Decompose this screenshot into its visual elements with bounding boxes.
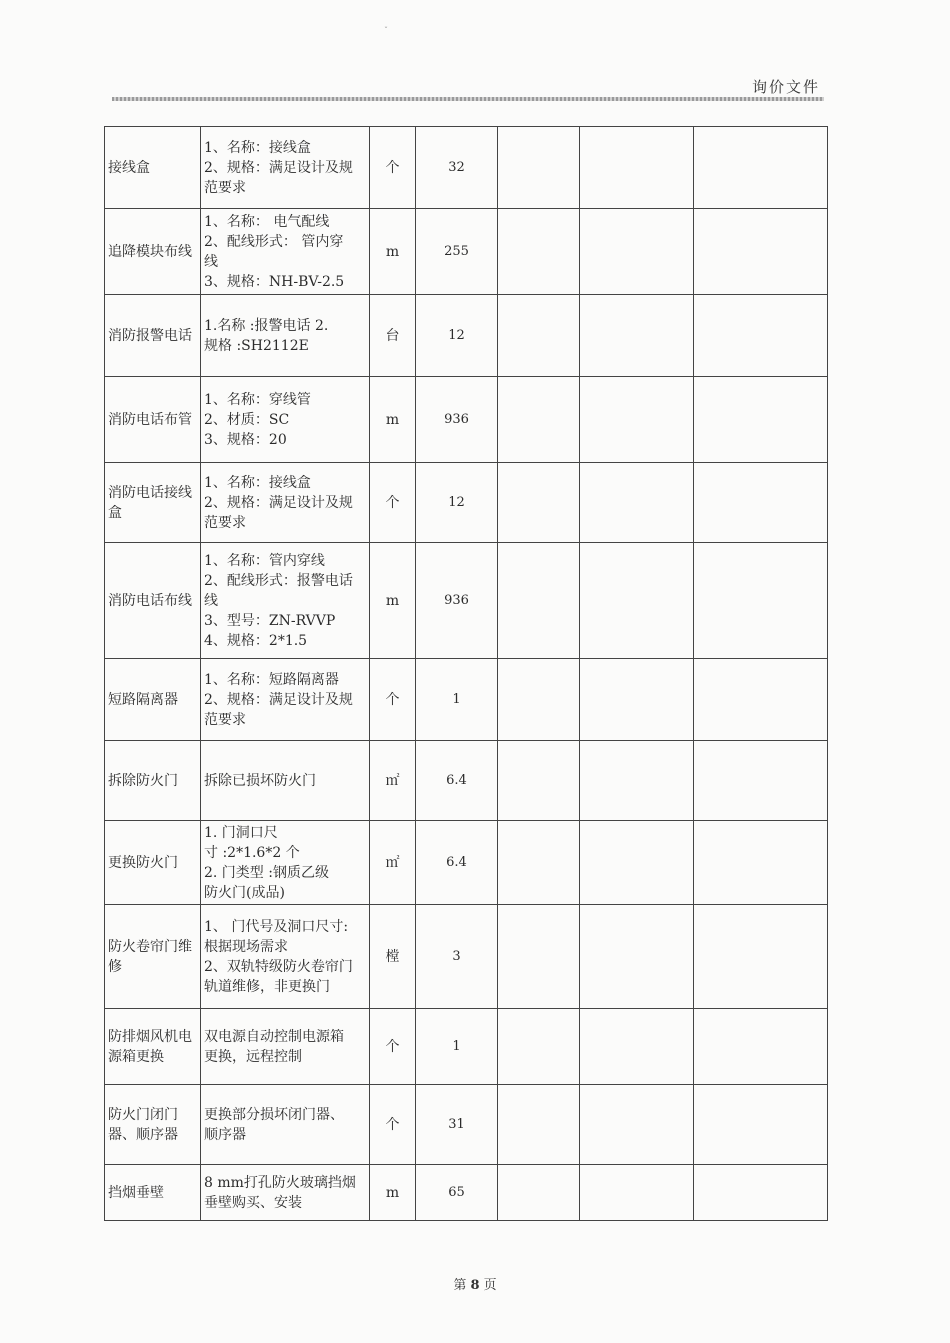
spec-line: 范要求 [204, 179, 246, 196]
table-row [105, 377, 828, 463]
spec-line: 双电源自动控制电源箱 [204, 1028, 344, 1045]
table-row [105, 127, 828, 209]
remarks-cell [694, 377, 828, 463]
table-row [105, 209, 828, 295]
item-unit-cell: 个 [370, 463, 416, 543]
spec-line: 轨道维修，非更换门 [204, 978, 330, 995]
unit-price-cell [498, 127, 580, 209]
spec-line: 1、名称： 电气配线 [204, 213, 330, 230]
spec-line: 线 [204, 592, 218, 609]
unit-price-cell [498, 463, 580, 543]
unit-price-cell [498, 543, 580, 659]
item-name-cell: 消防电话布线 [105, 543, 201, 659]
remarks-cell [694, 1085, 828, 1165]
document-header-title: 询价文件 [751, 78, 820, 96]
spec-line: 1、名称：短路隔离器 [204, 671, 339, 688]
item-quantity-cell: 936 [416, 543, 498, 659]
remarks-cell [694, 1165, 828, 1221]
total-price-cell [580, 209, 694, 295]
item-quantity-cell: 6.4 [416, 741, 498, 821]
item-name-cell: 消防电话布管 [105, 377, 201, 463]
item-name-cell: 消防报警电话 [105, 295, 201, 377]
item-spec-cell [201, 1009, 370, 1085]
item-spec-cell [201, 821, 370, 905]
total-price-cell [580, 463, 694, 543]
remarks-cell [694, 659, 828, 741]
item-unit-cell: 个 [370, 1085, 416, 1165]
item-spec-cell [201, 543, 370, 659]
item-spec-cell [201, 127, 370, 209]
spec-line: 2、双轨特级防火卷帘门 [204, 958, 353, 975]
spec-line: 3、型号：ZN-RVVP [204, 612, 336, 629]
spec-line: 1、名称：穿线管 [204, 391, 311, 408]
total-price-cell [580, 377, 694, 463]
spec-line: 3、规格：20 [204, 431, 287, 448]
spec-line: 1、名称：接线盒 [204, 474, 311, 491]
item-quantity-cell: 31 [416, 1085, 498, 1165]
spec-line: 2、规格：满足设计及规 [204, 494, 353, 511]
total-price-cell [580, 127, 694, 209]
table-row [105, 463, 828, 543]
item-quantity-cell: 65 [416, 1165, 498, 1221]
table-row [105, 741, 828, 821]
table-row [105, 1085, 828, 1165]
item-quantity-cell: 6.4 [416, 821, 498, 905]
spec-line: 更换部分损坏闭门器、 [204, 1106, 344, 1123]
spec-line: 1、 门代号及洞口尺寸: [204, 918, 349, 935]
spec-line: 2、规格：满足设计及规 [204, 159, 353, 176]
remarks-cell [694, 905, 828, 1009]
remarks-cell [694, 127, 828, 209]
remarks-cell [694, 821, 828, 905]
total-price-cell [580, 905, 694, 1009]
item-name-cell: 防火卷帘门维修 [105, 905, 201, 1009]
total-price-cell [580, 741, 694, 821]
unit-price-cell [498, 295, 580, 377]
unit-price-cell [498, 377, 580, 463]
table-row [105, 821, 828, 905]
item-quantity-cell: 12 [416, 295, 498, 377]
page-number-prefix: 第 [453, 1278, 467, 1293]
spec-line: 范要求 [204, 514, 246, 531]
item-spec-cell [201, 1165, 370, 1221]
unit-price-cell [498, 1009, 580, 1085]
spec-line: 顺序器 [204, 1126, 246, 1143]
remarks-cell [694, 463, 828, 543]
item-name-cell: 拆除防火门 [105, 741, 201, 821]
item-spec-cell [201, 295, 370, 377]
item-name-cell: 防火门闭门器、顺序器 [105, 1085, 201, 1165]
item-unit-cell: ㎡ [370, 821, 416, 905]
quotation-table [104, 126, 828, 1221]
remarks-cell [694, 295, 828, 377]
spec-line: 垂壁购买、安装 [204, 1194, 302, 1211]
total-price-cell [580, 1085, 694, 1165]
spec-line: 1. 门洞口尺 [204, 824, 278, 841]
spec-line: 2. 门类型 :钢质乙级 [204, 864, 329, 881]
spec-line: 寸 :2*1.6*2 个 [204, 844, 300, 861]
total-price-cell [580, 1165, 694, 1221]
page-number [0, 1274, 950, 1293]
spec-line: 2、材质：SC [204, 411, 290, 428]
spec-line: 线 [204, 253, 218, 270]
unit-price-cell [498, 659, 580, 741]
spec-line: 1、名称：接线盒 [204, 139, 311, 156]
item-unit-cell: 个 [370, 127, 416, 209]
spec-line: 拆除已损坏防火门 [204, 772, 316, 789]
remarks-cell [694, 1009, 828, 1085]
item-quantity-cell: 12 [416, 463, 498, 543]
total-price-cell [580, 543, 694, 659]
spec-line: 1、名称：管内穿线 [204, 552, 325, 569]
item-name-cell: 防排烟风机电源箱更换 [105, 1009, 201, 1085]
unit-price-cell [498, 209, 580, 295]
table-row [105, 1165, 828, 1221]
item-unit-cell: m [370, 543, 416, 659]
unit-price-cell [498, 821, 580, 905]
unit-price-cell [498, 1085, 580, 1165]
remarks-cell [694, 209, 828, 295]
unit-price-cell [498, 741, 580, 821]
item-spec-cell [201, 1085, 370, 1165]
spec-line: 4、规格：2*1.5 [204, 632, 308, 649]
item-unit-cell: 台 [370, 295, 416, 377]
item-unit-cell: ㎡ [370, 741, 416, 821]
item-unit-cell: 个 [370, 659, 416, 741]
scan-mark: ˇ [384, 26, 388, 35]
total-price-cell [580, 659, 694, 741]
item-quantity-cell: 3 [416, 905, 498, 1009]
item-spec-cell [201, 741, 370, 821]
spec-line: 防火门(成品) [204, 884, 285, 901]
item-spec-cell [201, 209, 370, 295]
table-row [105, 295, 828, 377]
spec-line: 8 mm打孔防火玻璃挡烟 [204, 1174, 356, 1191]
item-unit-cell: m [370, 377, 416, 463]
item-spec-cell [201, 463, 370, 543]
spec-line: 2、配线形式：报警电话 [204, 572, 353, 589]
unit-price-cell [498, 1165, 580, 1221]
item-unit-cell: 樘 [370, 905, 416, 1009]
remarks-cell [694, 741, 828, 821]
item-quantity-cell: 1 [416, 659, 498, 741]
item-quantity-cell: 255 [416, 209, 498, 295]
page-number-value: 8 [470, 1278, 480, 1293]
spec-line: 2、规格：满足设计及规 [204, 691, 353, 708]
item-name-cell: 追降模块布线 [105, 209, 201, 295]
table-row [105, 659, 828, 741]
item-name-cell: 消防电话接线盒 [105, 463, 201, 543]
item-quantity-cell: 32 [416, 127, 498, 209]
page-number-suffix: 页 [483, 1278, 497, 1293]
total-price-cell [580, 1009, 694, 1085]
spec-line: 更换，远程控制 [204, 1048, 302, 1065]
item-unit-cell: 个 [370, 1009, 416, 1085]
unit-price-cell [498, 905, 580, 1009]
item-name-cell: 更换防火门 [105, 821, 201, 905]
item-unit-cell: m [370, 209, 416, 295]
spec-line: 根据现场需求 [204, 938, 288, 955]
item-spec-cell [201, 905, 370, 1009]
table-row [105, 905, 828, 1009]
spec-line: 3、规格：NH-BV-2.5 [204, 273, 345, 290]
header-divider [112, 97, 824, 101]
total-price-cell [580, 295, 694, 377]
table-row [105, 543, 828, 659]
spec-line: 规格 :SH2112E [204, 337, 309, 354]
spec-line: 2、配线形式： 管内穿 [204, 233, 344, 250]
table-row [105, 1009, 828, 1085]
spec-line: 1.名称 :报警电话 2. [204, 317, 329, 334]
item-quantity-cell: 936 [416, 377, 498, 463]
spec-line: 范要求 [204, 711, 246, 728]
remarks-cell [694, 543, 828, 659]
item-name-cell: 挡烟垂壁 [105, 1165, 201, 1221]
item-quantity-cell: 1 [416, 1009, 498, 1085]
item-unit-cell: m [370, 1165, 416, 1221]
total-price-cell [580, 821, 694, 905]
item-name-cell: 短路隔离器 [105, 659, 201, 741]
item-spec-cell [201, 377, 370, 463]
item-spec-cell [201, 659, 370, 741]
item-name-cell: 接线盒 [105, 127, 201, 209]
